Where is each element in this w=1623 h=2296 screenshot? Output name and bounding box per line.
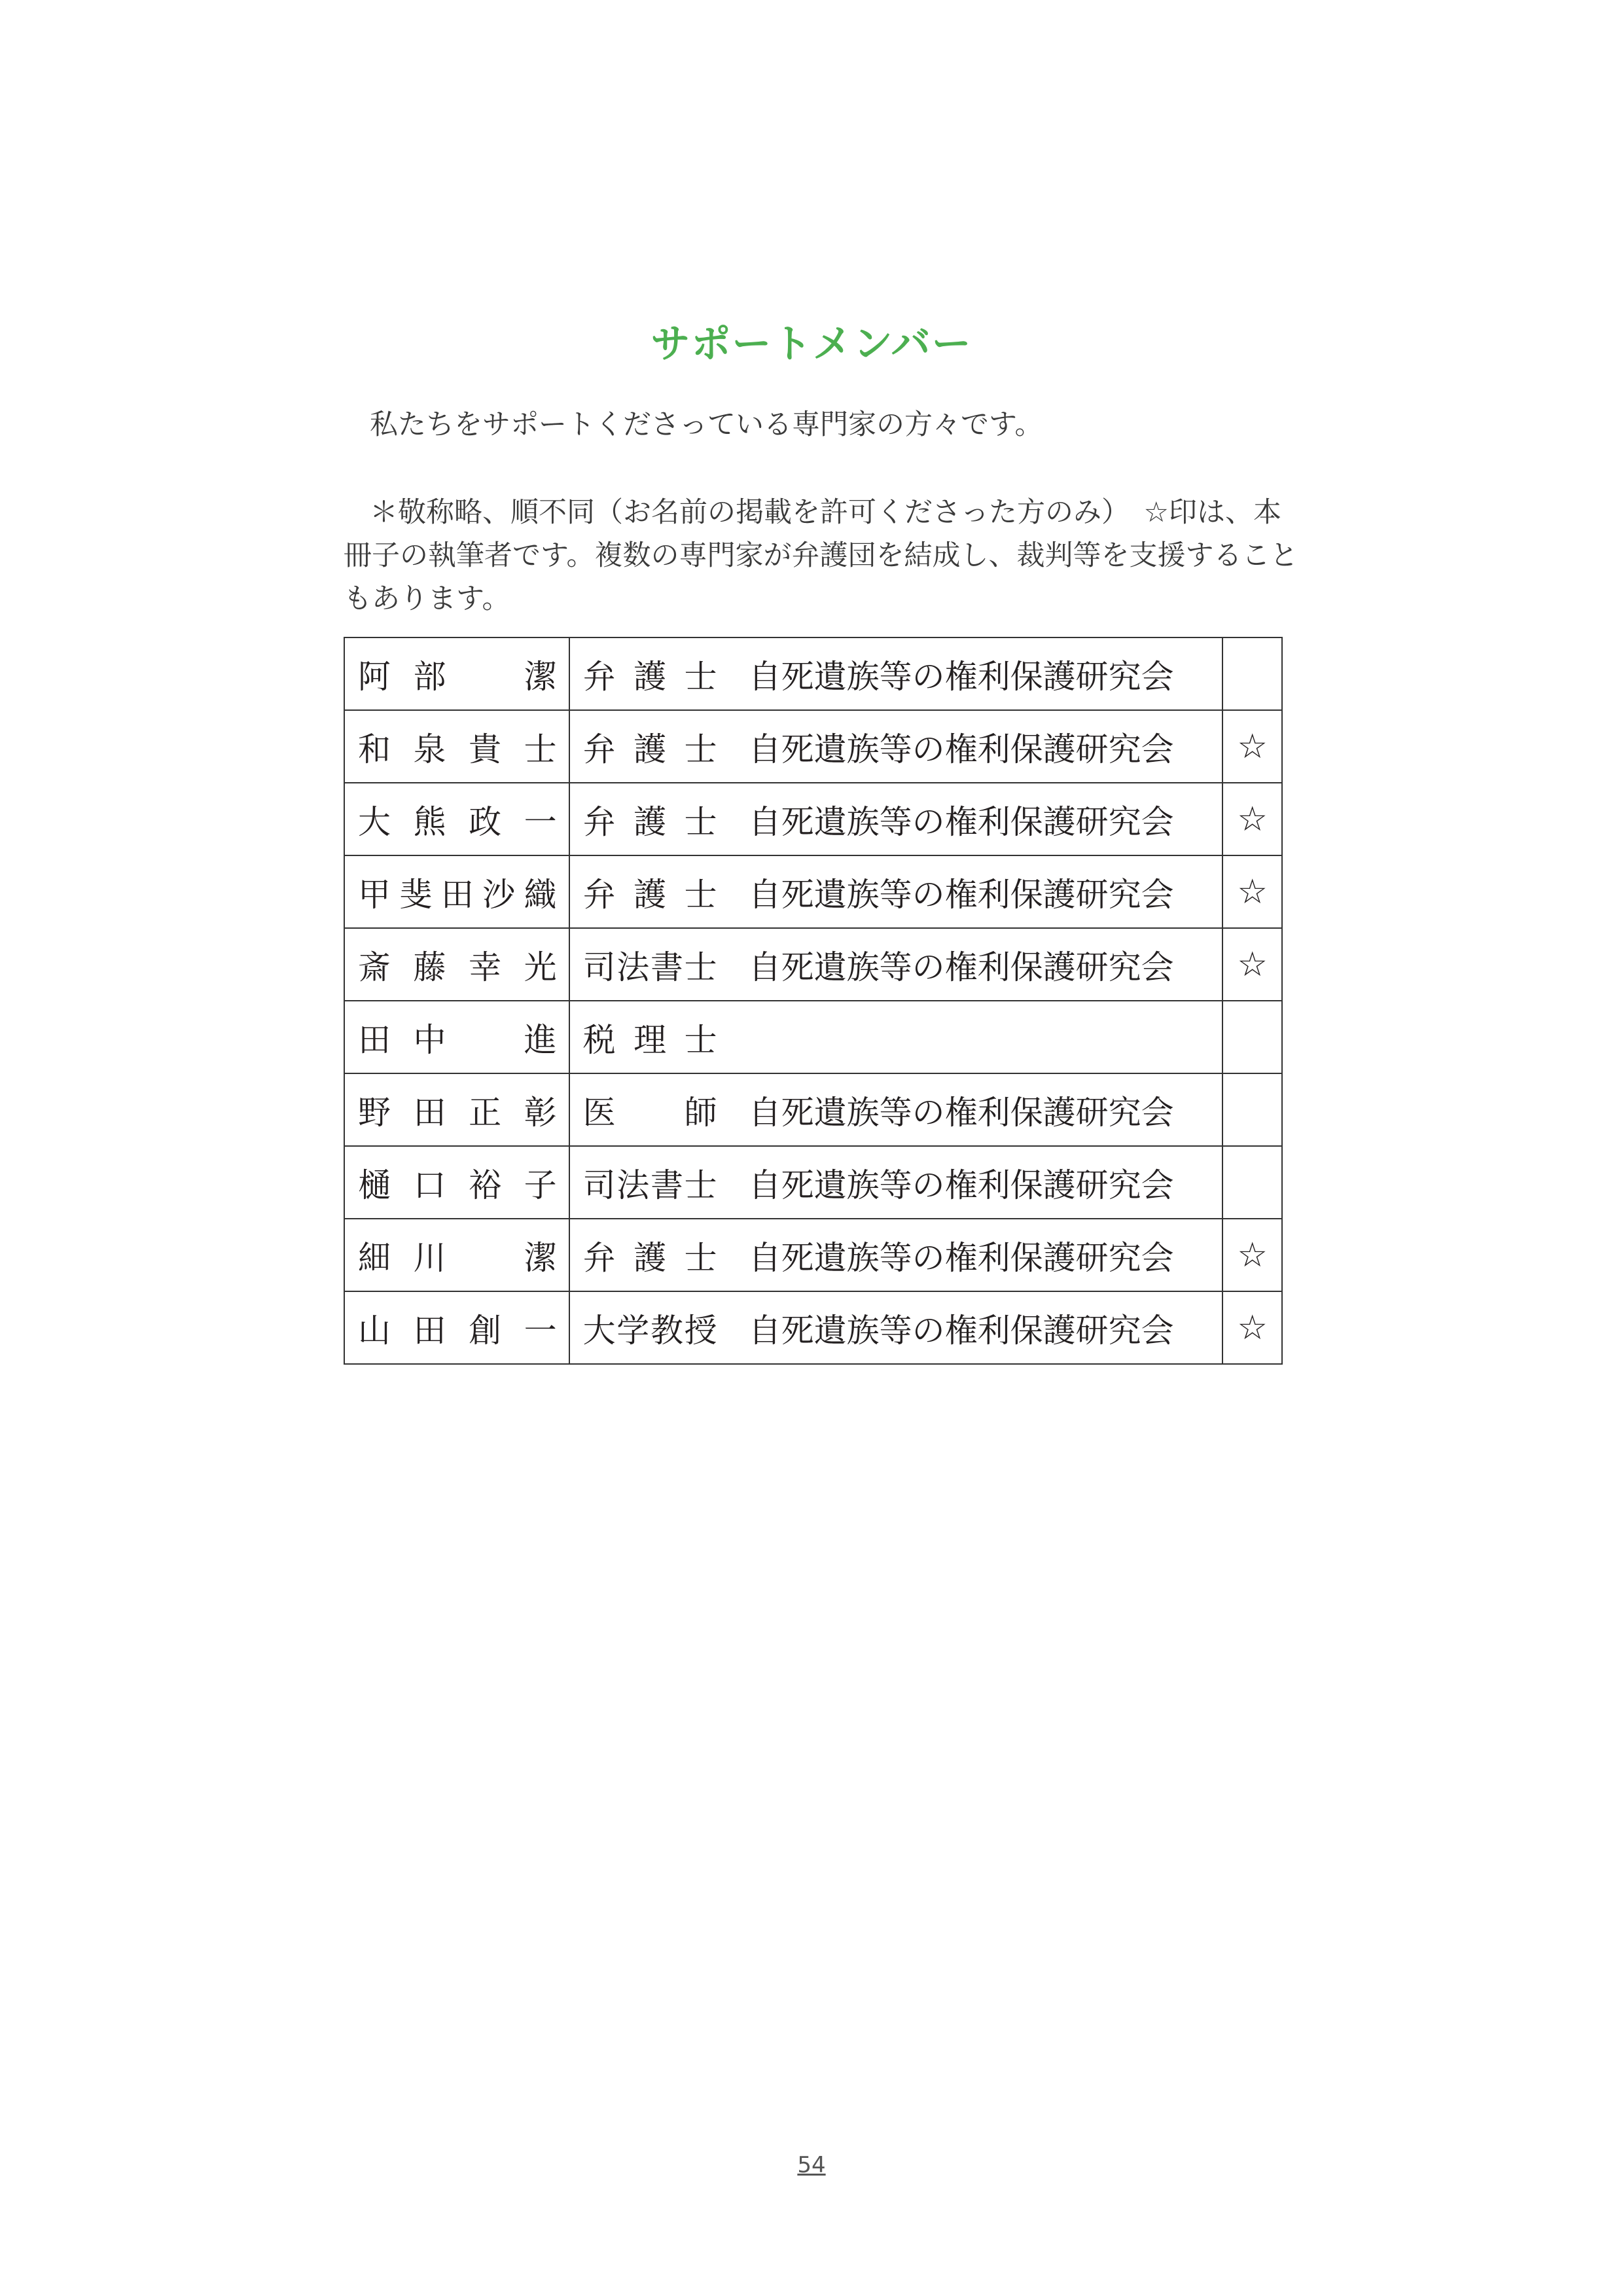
- member-qualification: 弁護士: [582, 875, 717, 914]
- member-qualification: 司法書士: [582, 948, 717, 986]
- note-text: ＊敬称略、順不同（お名前の掲載を許可くださった方のみ） ☆印は、本冊子の執筆者です。複数の専門家が弁護団を結成し、裁判等を支援することもあります。: [344, 496, 1298, 615]
- member-qualification: 税理士: [582, 1020, 717, 1059]
- member-name: 樋口裕子: [358, 1166, 557, 1204]
- member-qualification: 弁護士: [582, 657, 717, 696]
- member-name: 阿部 潔: [358, 657, 557, 696]
- member-organization: 自死遺族等の権利保護研究会: [748, 1311, 1174, 1350]
- member-organization: 自死遺族等の権利保護研究会: [748, 1238, 1174, 1277]
- member-organization: 自死遺族等の権利保護研究会: [748, 948, 1174, 986]
- table-row: [344, 1073, 1282, 1146]
- table-row: [344, 1146, 1282, 1219]
- table-row: [344, 928, 1282, 1001]
- author-mark: ☆: [1222, 783, 1282, 855]
- table-row: [344, 855, 1282, 928]
- table-row: [344, 1291, 1282, 1364]
- member-qualification: 弁護士: [582, 1238, 717, 1277]
- member-organization: 自死遺族等の権利保護研究会: [748, 657, 1174, 696]
- member-qualification: 大学教授: [582, 1311, 717, 1350]
- author-mark: ☆: [1222, 710, 1282, 783]
- member-organization: 自死遺族等の権利保護研究会: [748, 730, 1174, 768]
- member-organization: 自死遺族等の権利保護研究会: [748, 1093, 1174, 1132]
- members-table: [344, 637, 1283, 1365]
- member-name: 細川 潔: [358, 1238, 557, 1277]
- author-mark: [1222, 637, 1282, 710]
- author-mark: [1222, 1146, 1282, 1219]
- intro-text: 私たちをサポートくださっている専門家の方々です。: [370, 408, 1043, 441]
- author-mark: [1222, 1001, 1282, 1073]
- member-qualification: 弁護士: [582, 802, 717, 841]
- member-qualification: 医師: [582, 1093, 717, 1132]
- table-row: [344, 1219, 1282, 1291]
- table-row: [344, 710, 1282, 783]
- member-organization: 自死遺族等の権利保護研究会: [748, 802, 1174, 841]
- member-organization: 自死遺族等の権利保護研究会: [748, 875, 1174, 914]
- member-name: 野田正彰: [358, 1093, 557, 1132]
- member-name: 大熊政一: [358, 802, 557, 841]
- table-row: [344, 637, 1282, 710]
- member-organization: 自死遺族等の権利保護研究会: [748, 1166, 1174, 1204]
- member-name: 和泉貴士: [358, 730, 557, 768]
- author-mark: ☆: [1222, 855, 1282, 928]
- member-name: 斎藤幸光: [358, 948, 557, 986]
- member-name: 甲斐田沙織: [358, 875, 557, 914]
- author-mark: [1222, 1073, 1282, 1146]
- table-row: [344, 783, 1282, 855]
- member-qualification: 司法書士: [582, 1166, 717, 1204]
- author-mark: ☆: [1222, 928, 1282, 1001]
- author-mark: ☆: [1222, 1219, 1282, 1291]
- member-qualification: 弁護士: [582, 730, 717, 768]
- page-number: 54: [797, 2152, 826, 2178]
- page-title: サポートメンバー: [651, 321, 972, 367]
- table-row: [344, 1001, 1282, 1073]
- author-mark: ☆: [1222, 1291, 1282, 1364]
- member-name: 山田創一: [358, 1311, 557, 1350]
- member-name: 田中 進: [358, 1020, 557, 1059]
